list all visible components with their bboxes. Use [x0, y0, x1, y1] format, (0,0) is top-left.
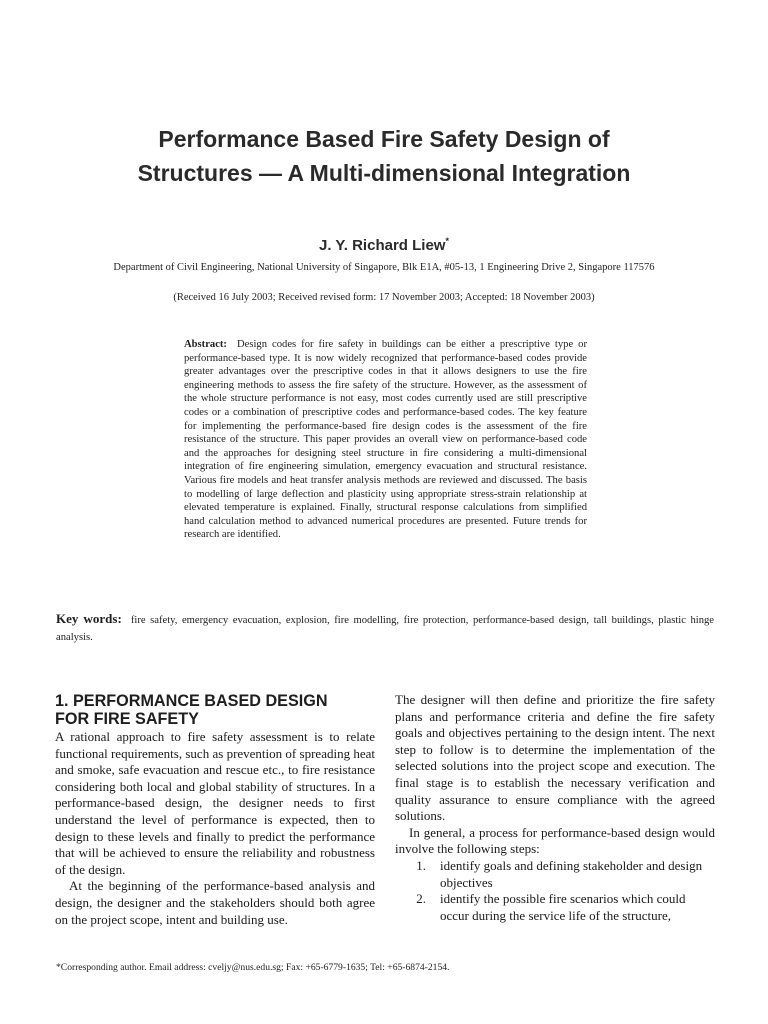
list-item — [395, 891, 715, 924]
paper-title-line-1: Performance Based Fire Safety Design of — [158, 126, 610, 152]
paper-title-line-2: Structures — A Multi-dimensional Integration — [137, 160, 631, 186]
received-dates: (Received 16 July 2003; Received revised form: 17 November 2003; Accepted: 18 November 2003) — [173, 292, 595, 303]
keywords-text: fire safety, emergency evacuation, explosion, fire modelling, fire protection, performance-based design, tall buildings, plastic hinge analysis. — [56, 615, 715, 643]
list-item-text: identify the possible fire scenarios which could occur during the service life of the structure, — [440, 891, 686, 923]
paragraph: In general, a process for performance-based design would involve the following steps: — [395, 824, 715, 857]
affiliation: Department of Civil Engineering, National University of Singapore, Blk E1A, #05-13, 1 Engineering Drive 2, Singapore 117576 — [113, 262, 655, 273]
abstract-text: Design codes for fire safety in buildings can be either a prescriptive type or performance-based type. It is now widely recognized that performance-based codes provide greater advantages over the prescriptive codes in that it allows designers to use the fire engineering methods to assess the fire safety of the structure. However, as the assessment of the whole structure performance is not easy, most codes currently used are still prescriptive codes or a combination of prescriptive codes and performance-based codes. The key feature for implementing the performance-based fire design codes is the assessment of the fire resistance of the structure. This paper provides an overall view on performance-based code and the approaches for designing steel structure in fire considering a multi-dimensional integration of fire engineering simulation, emergency evacuation and structural resistance. Various fire models and heat transfer analysis methods are reviewed and discussed. The basis to modelling of large deflection and plasticity using appropriate stress-strain relationship at elevated temperature is explained. Finally, structural response calculations from simplified hand calculation method to advanced numerical procedures are presented. Future trends for research are identified. — [184, 339, 587, 541]
list-item-number: 1. — [416, 857, 426, 873]
author-name: J. Y. Richard Liew — [319, 237, 446, 254]
corresponding-author-footnote: *Corresponding author. Email address: cveljy@nus.edu.sg; Fax: +65-6779-1635; Tel: +65-6874-2154. — [56, 962, 450, 973]
section-heading — [55, 692, 375, 728]
paragraph: The designer will then define and prioritize the fire safety plans and performance criteria and define the fire safety goals and objectives pertaining to the design intent. The next step to follow is to determine the implementation of the selected solutions into the project scope and execution. The final stage is to establish the necessary verification and quality assurance to ensure compliance with the agreed solutions. — [395, 692, 715, 824]
keywords-label: Key words: — [56, 611, 122, 626]
right-column — [395, 692, 715, 924]
list-item — [395, 858, 715, 891]
list-item-number: 2. — [416, 891, 426, 907]
left-column — [55, 692, 375, 928]
paragraph: At the beginning of the performance-based analysis and design, the designer and the stakeholders should both agree on the project scope, intent and building use. — [55, 878, 375, 927]
keywords — [56, 610, 714, 646]
author-footnote-mark: * — [445, 236, 449, 246]
section-heading-line-1: 1. PERFORMANCE BASED DESIGN — [55, 692, 328, 710]
abstract — [184, 338, 587, 542]
list-item-text: identify goals and defining stakeholder and design objectives — [440, 857, 703, 890]
section-heading-line-2: FOR FIRE SAFETY — [55, 710, 199, 728]
paragraph: A rational approach to fire safety assessment is to relate functional requirements, such as prevention of spreading heat and smoke, safe evacuation and rescue etc., to fire resistance considering both local and global stability of structures. In a performance-based design, the designer needs to first understand the level of performance is expected, then to design to these levels and finally to predict the performance that will be achieved to ensure the reliability and robustness of the design. — [55, 729, 375, 877]
author — [0, 236, 768, 254]
paper-title — [60, 122, 708, 190]
abstract-label: Abstract: — [184, 339, 227, 350]
